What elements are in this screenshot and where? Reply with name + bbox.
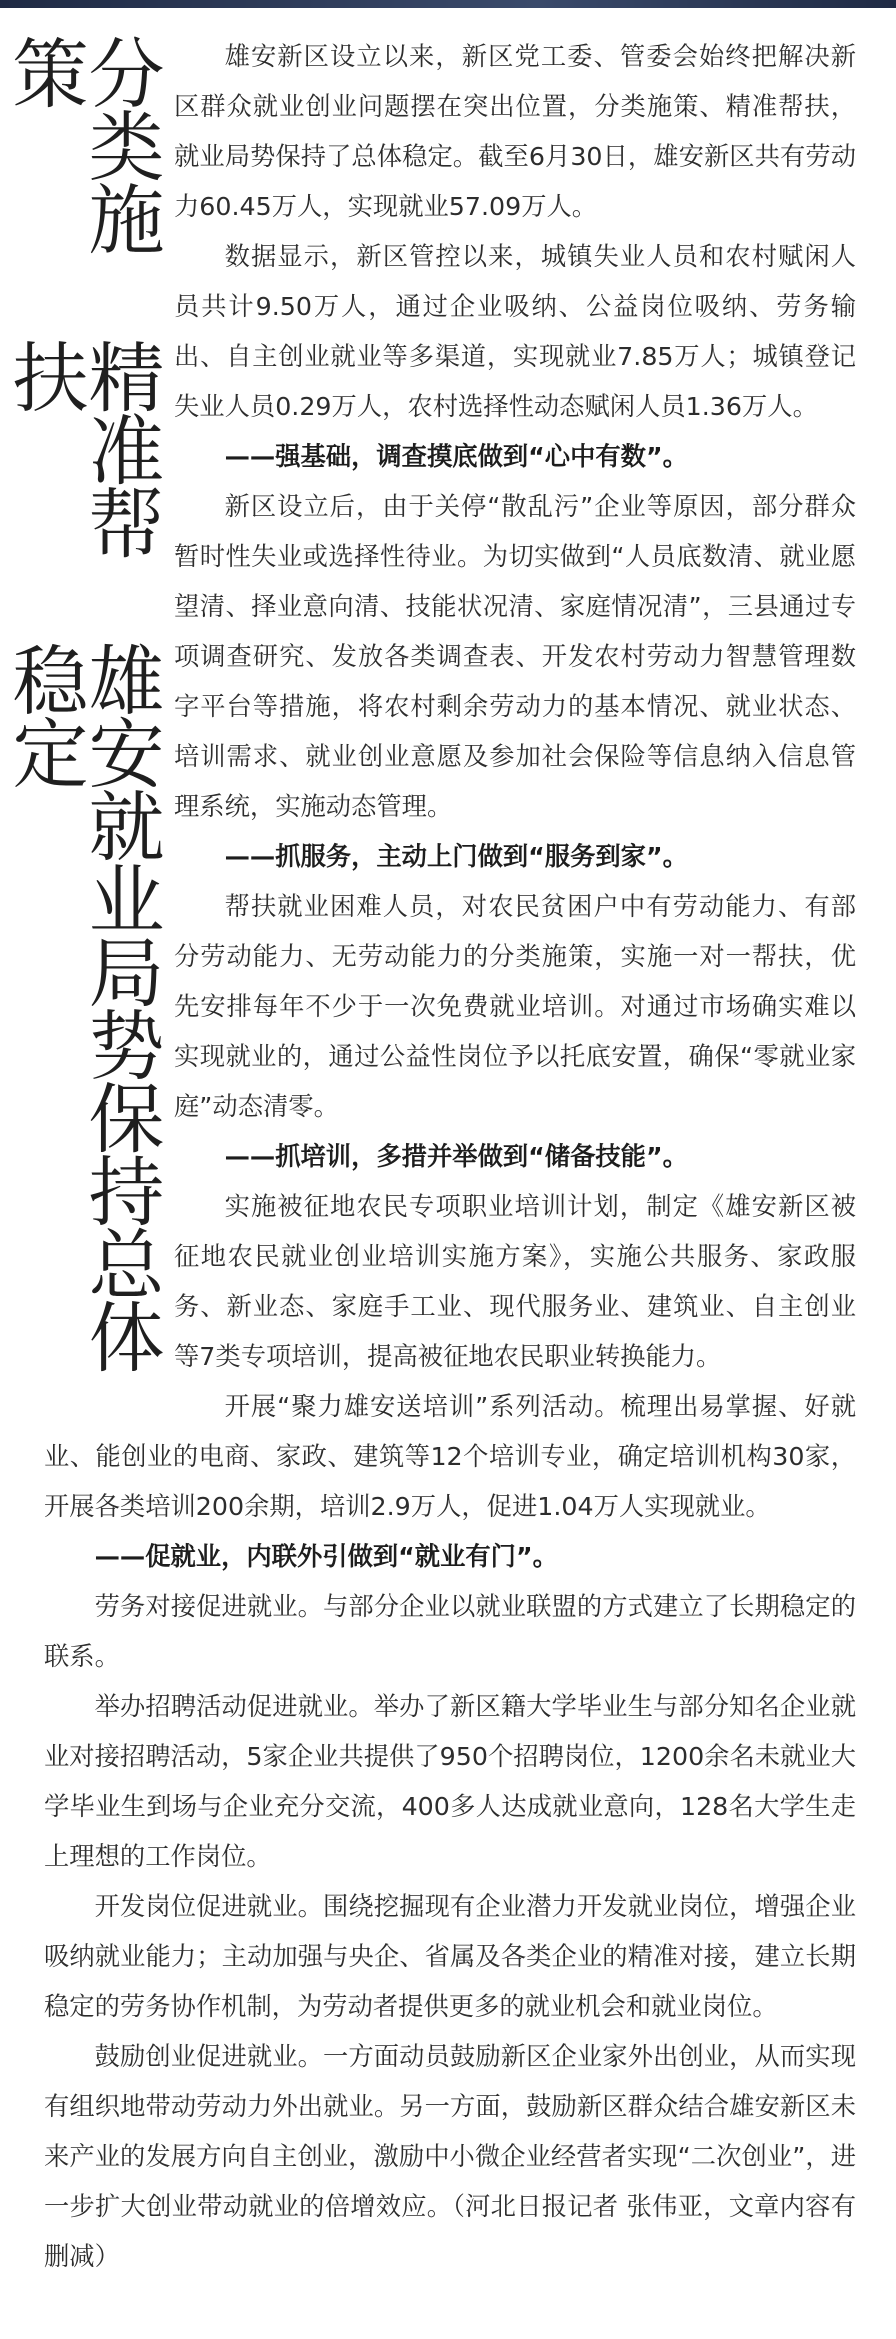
paragraph: 雄安新区设立以来，新区党工委、管委会始终把解决新区群众就业创业问题摆在突出位置，分类施策、精准帮扶，就业局势保持了总体稳定。截至6月30日，雄安新区共有劳动力60.45万人，实现就业57.09万人。 xyxy=(174,42,856,221)
paragraph: 开发岗位促进就业。围绕挖掘现有企业潜力开发就业岗位，增强企业吸纳就业能力；主动加强与央企、省属及各类企业的精准对接，建立长期稳定的劳务协作机制，为劳动者提供更多的就业机会和就业岗位。 xyxy=(44,1892,856,2021)
article-body xyxy=(44,32,856,2282)
headline-part-2: 精准帮扶 xyxy=(0,337,165,557)
headline-part-1: 分类施策 xyxy=(0,34,165,253)
paragraph: 实施被征地农民专项职业培训计划，制定《雄安新区被征地农民就业创业培训实施方案》，实施公共服务、家政服务、新业态、家庭手工业、现代服务业、建筑业、自主创业等7类专项培训，提高被征地农民职业转换能力。 xyxy=(174,1192,856,1371)
section-subheading: ——抓服务，主动上门做到“服务到家”。 xyxy=(224,842,688,871)
paragraph: 帮扶就业困难人员，对农民贫困户中有劳动能力、有部分劳动能力、无劳动能力的分类施策，实施一对一帮扶，优先安排每年不少于一次免费就业培训。对通过市场确实难以实现就业的，通过公益性岗位予以托底安置，确保“零就业家庭”动态清零。 xyxy=(174,892,856,1121)
headline-part-3: 雄安就业局势保持总体稳定 xyxy=(0,641,165,1372)
paragraph: 新区设立后，由于关停“散乱污”企业等原因，部分群众暂时性失业或选择性待业。为切实做到“人员底数清、就业愿望清、择业意向清、技能状况清、家庭情况清”，三县通过专项调查研究、发放各类调查表、开发农村劳动力智慧管理数字平台等措施，将农村剩余劳动力的基本情况、就业状态、培训需求、就业创业意愿及参加社会保险等信息纳入信息管理系统，实施动态管理。 xyxy=(174,492,856,821)
top-decorative-bar xyxy=(0,0,896,8)
section-subheading: ——促就业，内联外引做到“就业有门”。 xyxy=(94,1542,558,1571)
paragraph: 鼓励创业促进就业。一方面动员鼓励新区企业家外出创业，从而实现有组织地带动劳动力外出就业。另一方面，鼓励新区群众结合雄安新区未来产业的发展方向自主创业，激励中小微企业经营者实现“二次创业”，进一步扩大创业带动就业的倍增效应。（河北日报记者 张伟亚，文章内容有删减） xyxy=(44,2042,856,2271)
paragraph: 劳务对接促进就业。与部分企业以就业联盟的方式建立了长期稳定的联系。 xyxy=(44,1592,856,1671)
section-subheading: ——抓培训，多措并举做到“储备技能”。 xyxy=(224,1142,688,1171)
paragraph: 数据显示，新区管控以来，城镇失业人员和农村赋闲人员共计9.50万人，通过企业吸纳、公益岗位吸纳、劳务输出、自主创业就业等多渠道，实现就业7.85万人；城镇登记失业人员0.29万人，农村选择性动态赋闲人员1.36万人。 xyxy=(174,242,856,421)
section-subheading: ——强基础，调查摸底做到“心中有数”。 xyxy=(224,442,688,471)
paragraph: 开展“聚力雄安送培训”系列活动。梳理出易掌握、好就业、能创业的电商、家政、建筑等12个培训专业，确定培训机构30家，开展各类培训200余期，培训2.9万人，促进1.04万人实现就业。 xyxy=(44,1392,856,1521)
headline-float-spacer xyxy=(44,32,172,1414)
paragraph: 举办招聘活动促进就业。举办了新区籍大学毕业生与部分知名企业就业对接招聘活动，5家企业共提供了950个招聘岗位，1200余名未就业大学毕业生到场与企业充分交流，400多人达成就业意向，128名大学生走上理想的工作岗位。 xyxy=(44,1692,856,1871)
